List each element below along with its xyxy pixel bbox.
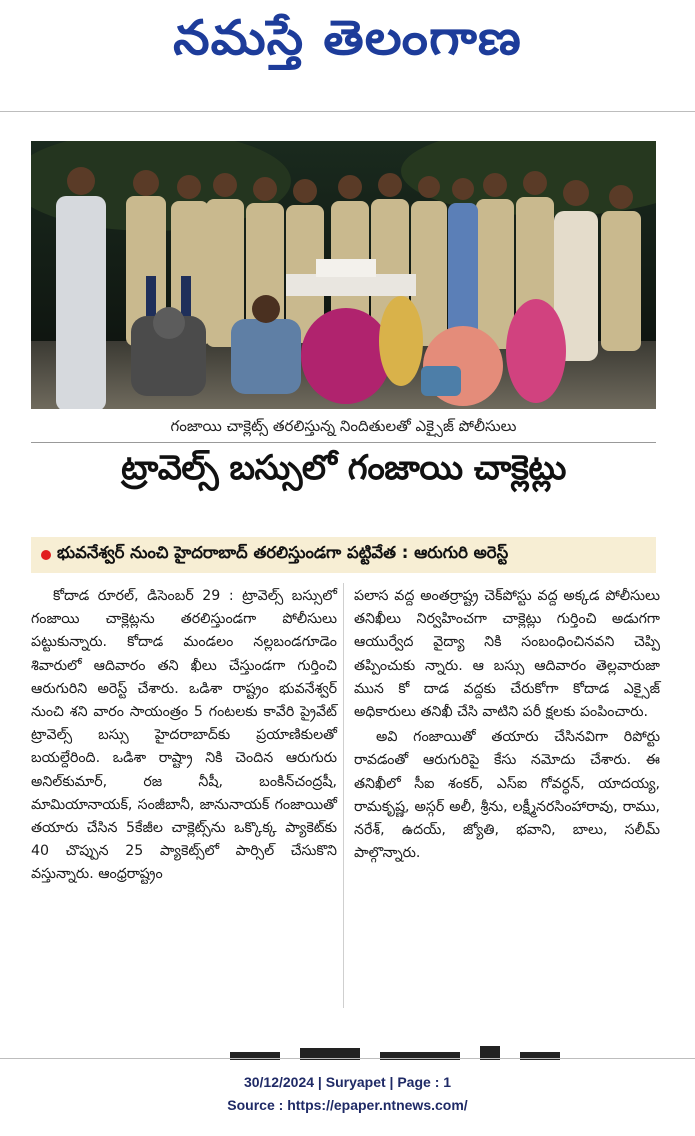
footer-edition: 30/12/2024 | Suryapet | Page : 1 [243,1074,452,1090]
photo-caption: గంజాయి చాక్లెట్స్ తరలిస్తున్న నిందితులతో ఎక్సైజ్ పోలీసులు [170,417,517,435]
caption-divider [31,442,656,443]
paragraph: అవి గంజాయితో తయారు చేసినవిగా రిపోర్టు రావడంతో ఆరుగురిపై కేసు నమోదు చేశారు. ఈ తనిఖీలో సీఐ శంకర్, ఎస్ఐ గోవర్ధన్, యాదయ్య, రామకృష్ణ, అస్గర్ అలీ, శ్రీను, లక్ష్మీనరసింహారావు, రాము, నరేశ్, ఉదయ్, జ్యోతి, భవాని, బాలు, సలీమ్ పాల్గొన్నారు. [354,729,660,862]
paragraph: కోదాడ రూరల్, డిసెంబర్ 29 : ట్రావెల్స్ బస్సులో గంజాయి చాక్లెట్లను తరలిస్తుండగా పోలీసులు పట్టుకున్నారు. కోదాడ మండలం నల్లబండగూడెం శివారులో ఆదివారం తని ఖీలు చేస్తుండగా గుర్తించి ఆరుగురిని అరెస్ట్ చేశారు. ఒడిశా రాష్ట్రం భువనేశ్వర్ నుంచి శని వారం సాయంత్రం 5 గంటలకు కావేరి ప్రైవేట్ ట్రావెల్స్ బస్సు హైదరాబాద్‌కు ప్రయాణికులతో బయల్దేరింది. ఒడిశా రాష్ట్రా నికి చెందిన ఆరుగురు అనిల్‌కుమార్, రజ నీషీ, బంకిన్‌చంద్రషీ, మామియానాయక్, సంజీబానీ, జానునాయక్ గంజాయితో తయారు చేసిన 5కేజీల చాక్లెట్స్‌ను ఒక్కొక్క ప్యాకెట్‌కు 40 చొప్పున 25 ప్యాకెట్స్‌లో పార్సిల్ చేసుకొని వస్తున్నారు. ఆంధ్రరాష్ట్రం [31,588,337,883]
article-column-left [31,585,337,887]
paragraph: పలాస వద్ద అంతర్రాష్ట్ర చెక్‌పోస్టు వద్ద అక్కడ పోలీసులు తనిఖీలు నిర్వహించగా చాక్లెట్లు గుర్తించి అడుగగా ఆయుర్వేద వైద్యా నికి సంబంధించినవని చెప్పి తప్పించుకు న్నారు. ఆ బస్సు ఆదివారం తెల్లవారుజా మున కో దాడ వద్దకు చేరుకోగా కోదాడ ఎక్సైజ్ అధికారులు తనిఖీ చేసి వాటిని పరీ క్షలకు పంపించారు. [354,588,660,721]
article-subhead [31,537,656,573]
newspaper-logo: నమస్తే తెలంగాణ [173,10,522,67]
page-bottom-divider [0,1058,695,1059]
footer-source-link[interactable]: Source : https://epaper.ntnews.com/ [227,1097,468,1113]
news-photo [31,141,656,409]
article-headline: ట్రావెల్స్ బస్సులో గంజాయి చాక్లెట్లు [121,448,566,488]
photo-illustration [31,141,656,409]
article-column-right [354,585,660,865]
column-divider [343,583,344,1008]
masthead-divider [0,111,695,112]
bullet-icon [41,550,51,560]
masthead [0,0,695,110]
subhead-text: భువనేశ్వర్ నుంచి హైదరాబాద్ తరలిస్తుండగా పట్టివేత : ఆరుగురి అరెస్ట్ [57,543,509,562]
